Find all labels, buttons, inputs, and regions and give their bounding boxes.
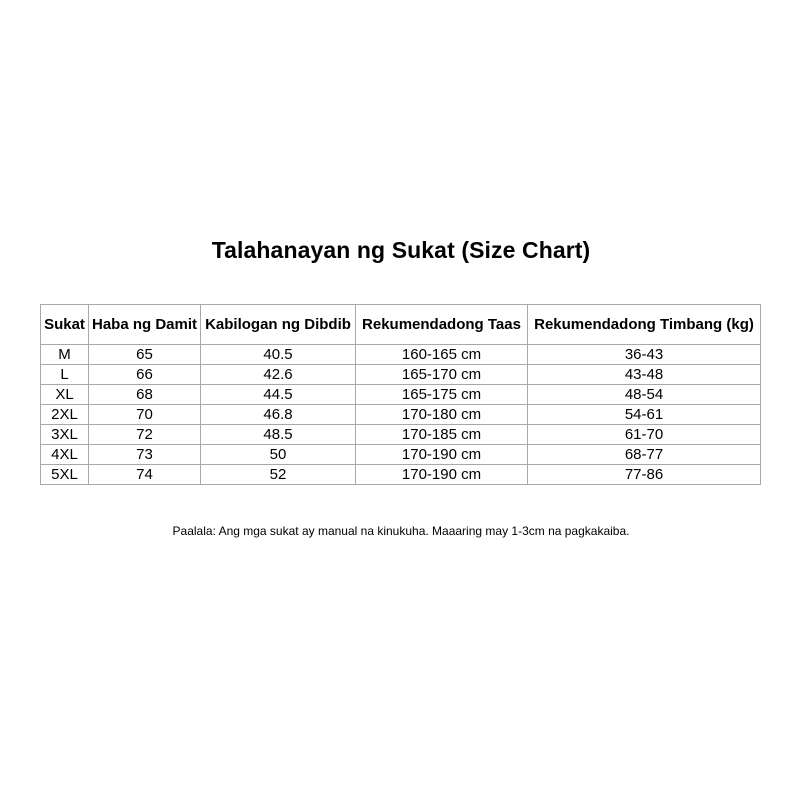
cell-recommended-weight: 43-48	[528, 365, 761, 385]
cell-chest-circumference: 52	[201, 465, 356, 485]
header-recommended-weight: Rekumendadong Timbang (kg)	[528, 305, 761, 345]
cell-garment-length: 68	[89, 385, 201, 405]
cell-chest-circumference: 40.5	[201, 345, 356, 365]
table-row	[41, 425, 761, 445]
cell-garment-length: 66	[89, 365, 201, 385]
cell-recommended-weight: 77-86	[528, 465, 761, 485]
header-chest-circumference: Kabilogan ng Dibdib	[201, 305, 356, 345]
cell-garment-length: 70	[89, 405, 201, 425]
cell-garment-length: 74	[89, 465, 201, 485]
page-title: Talahanayan ng Sukat (Size Chart)	[211, 237, 591, 263]
header-recommended-height: Rekumendadong Taas	[356, 305, 528, 345]
table-row	[41, 465, 761, 485]
cell-size: 5XL	[41, 465, 89, 485]
table-header-row	[41, 305, 761, 345]
table-row	[41, 365, 761, 385]
cell-recommended-height: 170-190 cm	[356, 465, 528, 485]
cell-recommended-height: 170-180 cm	[356, 405, 528, 425]
cell-size: M	[41, 345, 89, 365]
cell-recommended-weight: 68-77	[528, 445, 761, 465]
cell-size: L	[41, 365, 89, 385]
cell-recommended-height: 170-185 cm	[356, 425, 528, 445]
cell-chest-circumference: 42.6	[201, 365, 356, 385]
table-row	[41, 405, 761, 425]
cell-size: 2XL	[41, 405, 89, 425]
cell-size: XL	[41, 385, 89, 405]
cell-chest-circumference: 44.5	[201, 385, 356, 405]
size-chart-table	[40, 304, 761, 485]
cell-recommended-weight: 48-54	[528, 385, 761, 405]
cell-size: 3XL	[41, 425, 89, 445]
cell-chest-circumference: 46.8	[201, 405, 356, 425]
cell-recommended-height: 160-165 cm	[356, 345, 528, 365]
table-row	[41, 345, 761, 365]
cell-garment-length: 65	[89, 345, 201, 365]
cell-recommended-weight: 36-43	[528, 345, 761, 365]
measurement-note: Paalala: Ang mga sukat ay manual na kinukuha. Maaaring may 1-3cm na pagkakaiba.	[172, 524, 630, 538]
header-size: Sukat	[41, 305, 89, 345]
cell-recommended-weight: 54-61	[528, 405, 761, 425]
cell-recommended-weight: 61-70	[528, 425, 761, 445]
cell-recommended-height: 170-190 cm	[356, 445, 528, 465]
cell-chest-circumference: 48.5	[201, 425, 356, 445]
cell-recommended-height: 165-175 cm	[356, 385, 528, 405]
cell-garment-length: 72	[89, 425, 201, 445]
table-row	[41, 385, 761, 405]
header-garment-length: Haba ng Damit	[89, 305, 201, 345]
cell-recommended-height: 165-170 cm	[356, 365, 528, 385]
cell-size: 4XL	[41, 445, 89, 465]
table-row	[41, 445, 761, 465]
cell-garment-length: 73	[89, 445, 201, 465]
cell-chest-circumference: 50	[201, 445, 356, 465]
